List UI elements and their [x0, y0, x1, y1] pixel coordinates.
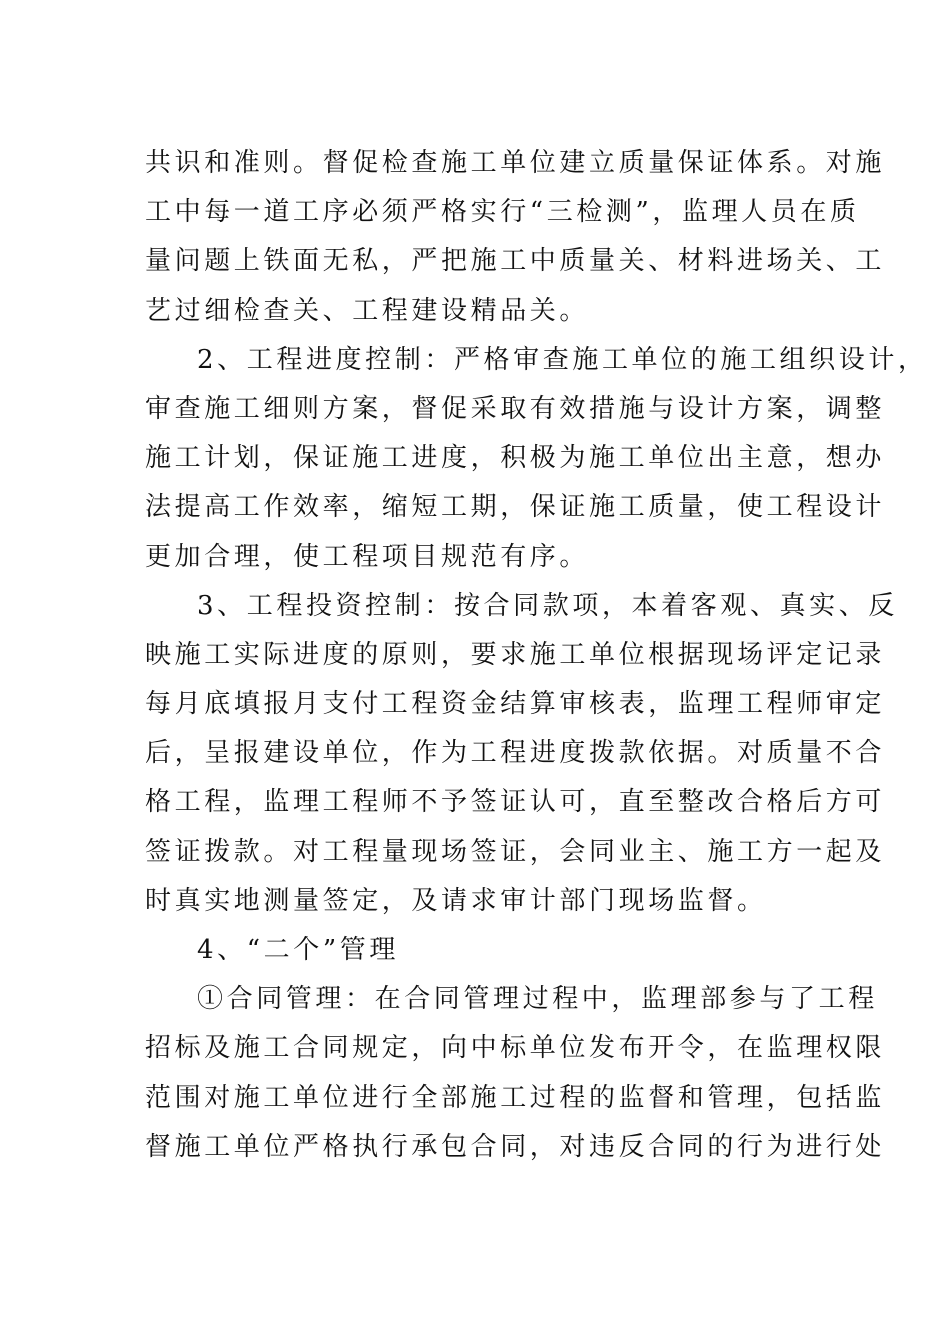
text-line: 工中每一道工序必须严格实行“三检测”，监理人员在质	[145, 197, 860, 228]
text-line: 范围对施工单位进行全部施工过程的监督和管理，包括监	[145, 1082, 886, 1113]
text-line: 督施工单位严格执行承包合同，对违反合同的行为进行处	[145, 1131, 886, 1162]
text-line: 共识和准则。督促检查施工单位建立质量保证体系。对施	[145, 148, 886, 178]
text-line: 签证拨款。对工程量现场签证，会同业主、施工方一起及	[145, 836, 886, 867]
text-line: 更加合理，使工程项目规范有序。	[145, 541, 590, 572]
text-line: 量问题上铁面无私，严把施工中质量关、材料进场关、工	[145, 246, 886, 277]
text-line: 4、“二个”管理	[197, 935, 399, 965]
text-line: 后，呈报建设单位，作为工程进度拨款依据。对质量不合	[145, 738, 886, 769]
text-line: 招标及施工合同规定，向中标单位发布开令，在监理权限	[145, 1033, 886, 1064]
text-line: 格工程，监理工程师不予签证认可，直至整改合格后方可	[145, 787, 886, 818]
text-line: 审查施工细则方案，督促采取有效措施与设计方案，调整	[145, 393, 886, 424]
text-line: 每月底填报月支付工程资金结算审核表，监理工程师审定	[145, 689, 886, 720]
text-line: 法提高工作效率，缩短工期，保证施工质量，使工程设计	[145, 492, 886, 523]
text-line: 映施工实际进度的原则，要求施工单位根据现场评定记录	[145, 639, 886, 670]
document-body	[145, 139, 928, 1172]
text-line: 2、工程进度控制：严格审查施工单位的施工组织设计，	[197, 344, 928, 375]
text-line: 艺过细检查关、工程建设精品关。	[145, 295, 590, 326]
text-line: 3、工程投资控制：按合同款项，本着客观、真实、反	[197, 590, 898, 621]
text-line: ①合同管理：在合同管理过程中，监理部参与了工程	[197, 984, 878, 1015]
text-line: 施工计划，保证施工进度，积极为施工单位出主意，想办	[145, 443, 886, 474]
text-line: 时真实地测量签定，及请求审计部门现场监督。	[145, 885, 767, 916]
